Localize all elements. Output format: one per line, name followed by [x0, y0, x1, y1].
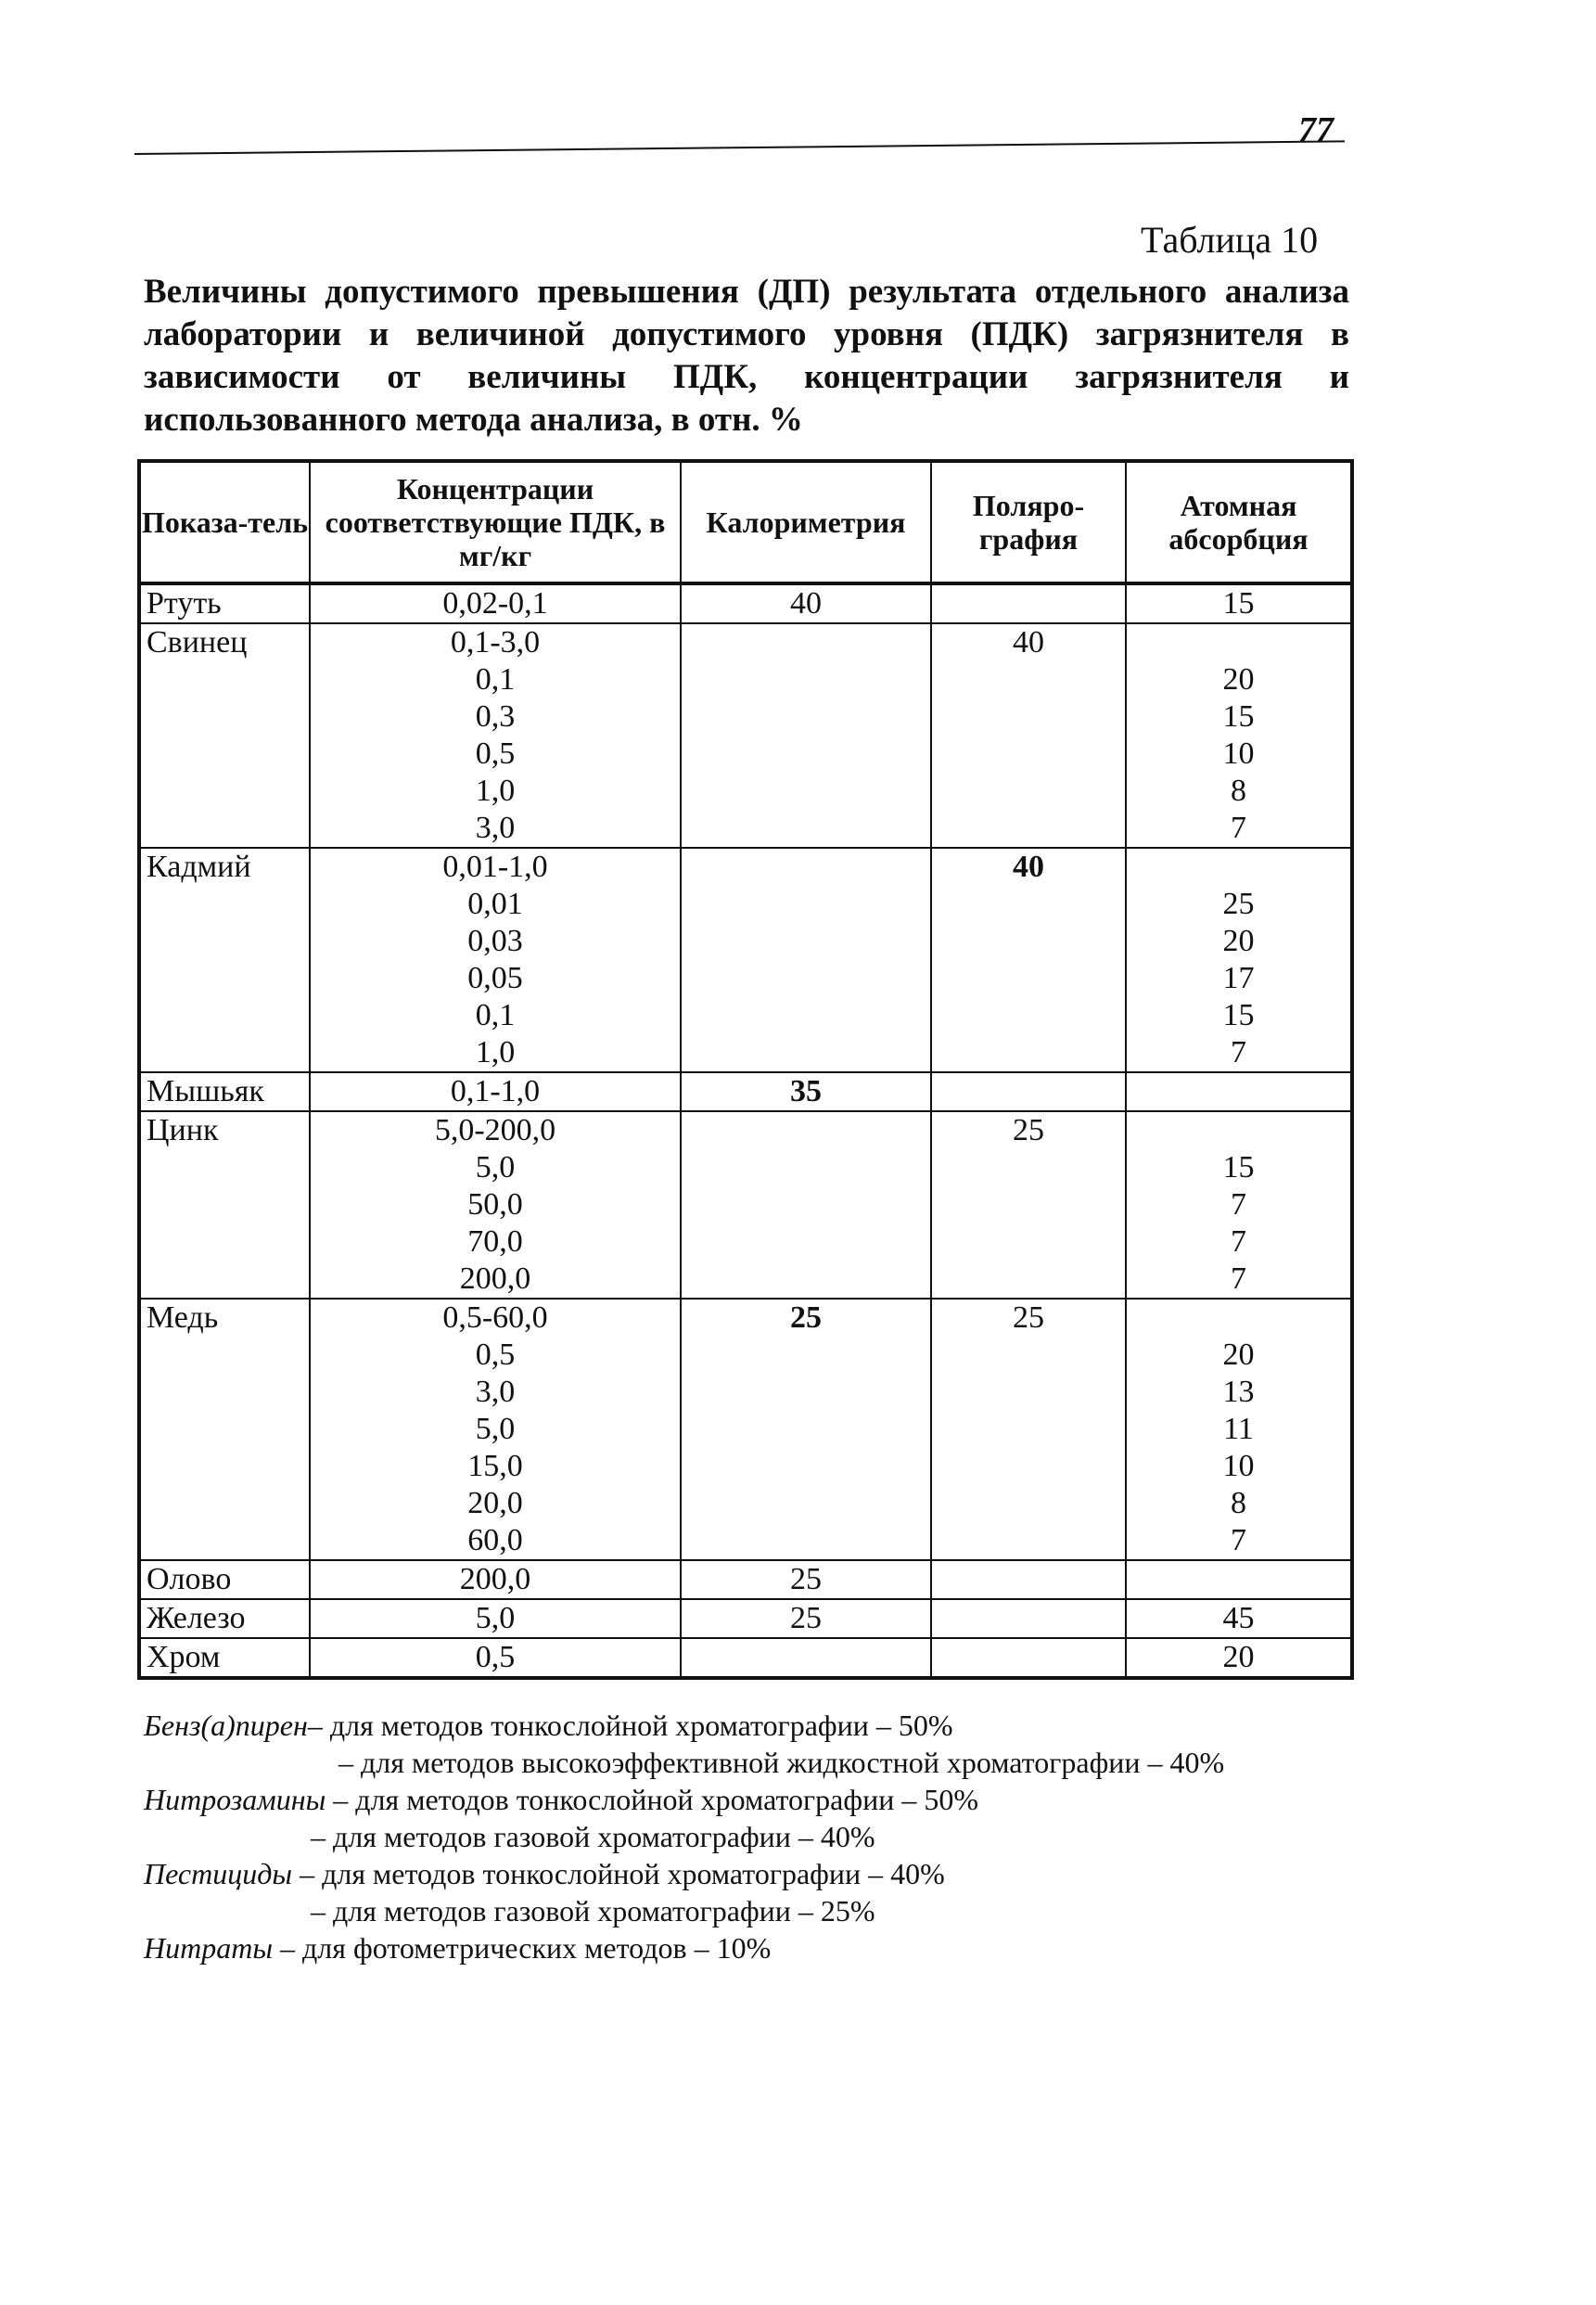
cell-value	[932, 923, 1125, 960]
footnote-text: – для методов газовой хроматографии – 25%	[311, 1894, 875, 1927]
data-table-container	[137, 459, 1350, 1680]
footnote-text: – для фотометрических методов – 10%	[273, 1931, 772, 1965]
concentration-cell	[310, 1560, 681, 1599]
cell-value	[682, 1261, 930, 1298]
indicator-name: Ртуть	[147, 586, 222, 621]
indicator-name: Железо	[147, 1601, 246, 1635]
cell-value	[932, 773, 1125, 810]
cell-value: 0,3	[475, 699, 516, 734]
cell-value: 8	[1231, 1486, 1246, 1520]
table-header-row	[139, 461, 1352, 583]
calorimetry-cell	[681, 1638, 931, 1678]
cell-value: 5,0	[475, 1412, 516, 1446]
cell-value: 15	[1222, 586, 1255, 621]
concentration-cell	[310, 1072, 681, 1111]
cell-value	[682, 773, 930, 810]
cell-value	[932, 997, 1125, 1034]
atomic-absorption-cell	[1126, 1638, 1352, 1678]
indicator-cell	[139, 1638, 310, 1678]
indicator-name: Мышьяк	[147, 1074, 264, 1108]
cell-value	[932, 1034, 1125, 1071]
calorimetry-cell	[681, 583, 931, 623]
polarography-cell	[931, 1299, 1126, 1560]
cell-value	[682, 1149, 930, 1186]
indicator-name: Цинк	[147, 1113, 219, 1147]
cell-value	[682, 1448, 930, 1485]
cell-value: 15	[1222, 1150, 1255, 1185]
cell-value: 25	[1013, 1113, 1044, 1147]
indicator-name: Хром	[147, 1640, 221, 1674]
cell-value	[932, 1485, 1125, 1522]
cell-value	[1127, 849, 1350, 886]
indicator-cell	[139, 848, 310, 1072]
concentration-cell	[310, 1299, 681, 1560]
cell-value	[932, 1149, 1125, 1186]
calorimetry-cell	[681, 623, 931, 848]
cell-value	[932, 960, 1125, 997]
header-atomic-absorption: Атомная абсорбция	[1126, 461, 1352, 583]
cell-value: 7	[1231, 1187, 1246, 1222]
header-indicator: Показа-тель	[139, 461, 310, 583]
concentration-cell	[310, 1599, 681, 1638]
cell-value	[682, 1485, 930, 1522]
cell-value	[1127, 1112, 1350, 1149]
cell-value	[1127, 1073, 1350, 1110]
header-rule	[134, 140, 1345, 155]
cell-value	[932, 810, 1125, 847]
cell-value: 20	[1222, 1640, 1255, 1674]
indicator-name: Медь	[147, 1300, 219, 1335]
footnote-term: Бенз(а)пирен	[144, 1709, 308, 1742]
polarography-cell	[931, 1638, 1126, 1678]
cell-value	[682, 1411, 930, 1448]
indicator-name: Кадмий	[147, 850, 251, 884]
header-polarography: Поляро-графия	[931, 461, 1126, 583]
footnote-term: Пестициды	[144, 1857, 293, 1890]
cell-value	[682, 736, 930, 773]
footnote-term: Нитрозамины	[144, 1783, 326, 1816]
cell-value	[682, 1374, 930, 1411]
cell-value	[932, 1186, 1125, 1223]
footnote-line	[144, 1707, 1368, 1744]
data-table	[137, 459, 1354, 1680]
cell-value: 5,0	[475, 1150, 516, 1185]
indicator-cell	[139, 623, 310, 848]
cell-value	[682, 661, 930, 698]
indicator-cell	[139, 1299, 310, 1560]
table-row	[139, 623, 1352, 848]
cell-value	[932, 1448, 1125, 1485]
concentration-cell	[310, 848, 681, 1072]
cell-value	[1127, 1300, 1350, 1337]
cell-value	[682, 960, 930, 997]
cell-value	[932, 1561, 1125, 1598]
cell-value: 40	[1013, 625, 1044, 659]
polarography-cell	[931, 1111, 1126, 1299]
cell-value: 25	[1013, 1300, 1044, 1335]
cell-value: 20	[1222, 1338, 1255, 1372]
cell-value	[932, 1411, 1125, 1448]
cell-value: 40	[790, 586, 822, 621]
cell-value: 0,05	[467, 961, 523, 995]
cell-value: 35	[790, 1074, 822, 1108]
cell-value: 0,01	[467, 887, 523, 921]
table-row	[139, 1299, 1352, 1560]
cell-value	[932, 1600, 1125, 1637]
cell-value	[932, 661, 1125, 698]
cell-value: 0,1-3,0	[450, 625, 541, 659]
cell-value	[932, 1522, 1125, 1559]
calorimetry-cell	[681, 1072, 931, 1111]
cell-value	[682, 1639, 930, 1676]
cell-value	[932, 698, 1125, 736]
cell-value	[932, 1073, 1125, 1110]
indicator-cell	[139, 1599, 310, 1638]
footnote-line	[144, 1892, 1368, 1929]
polarography-cell	[931, 623, 1126, 848]
cell-value: 11	[1223, 1412, 1254, 1446]
calorimetry-cell	[681, 1299, 931, 1560]
footnote-line	[144, 1855, 1368, 1892]
cell-value: 10	[1222, 736, 1255, 771]
cell-value	[682, 1337, 930, 1374]
atomic-absorption-cell	[1126, 1299, 1352, 1560]
cell-value: 0,01-1,0	[442, 850, 548, 884]
footnote-line	[144, 1818, 1368, 1855]
table-row	[139, 1638, 1352, 1678]
cell-value: 0,5-60,0	[442, 1300, 548, 1335]
cell-value	[682, 1522, 930, 1559]
table-row	[139, 848, 1352, 1072]
cell-value: 3,0	[475, 1375, 516, 1409]
cell-value	[682, 849, 930, 886]
concentration-cell	[310, 583, 681, 623]
atomic-absorption-cell	[1126, 623, 1352, 848]
cell-value	[1127, 1561, 1350, 1598]
cell-value: 1,0	[475, 1035, 516, 1069]
table-body	[139, 583, 1352, 1678]
calorimetry-cell	[681, 848, 931, 1072]
table-row	[139, 1599, 1352, 1638]
cell-value	[932, 1223, 1125, 1261]
cell-value: 0,5	[475, 1338, 516, 1372]
indicator-name: Олово	[147, 1562, 232, 1596]
cell-value: 15	[1222, 998, 1255, 1032]
footnote-text: – для методов газовой хроматографии – 40%	[311, 1820, 875, 1853]
cell-value: 200,0	[459, 1562, 531, 1596]
cell-value	[932, 585, 1125, 622]
footnotes	[144, 1707, 1368, 1966]
atomic-absorption-cell	[1126, 1599, 1352, 1638]
cell-value: 7	[1231, 811, 1246, 845]
calorimetry-cell	[681, 1560, 931, 1599]
cell-value	[682, 886, 930, 923]
footnote-term: Нитраты	[144, 1931, 273, 1965]
cell-value	[682, 997, 930, 1034]
header-calorimetry: Калориметрия	[681, 461, 931, 583]
atomic-absorption-cell	[1126, 848, 1352, 1072]
polarography-cell	[931, 1560, 1126, 1599]
cell-value: 25	[1222, 887, 1255, 921]
cell-value: 200,0	[459, 1261, 531, 1296]
cell-value: 20	[1222, 662, 1255, 697]
calorimetry-cell	[681, 1599, 931, 1638]
cell-value: 13	[1222, 1375, 1255, 1409]
indicator-cell	[139, 1560, 310, 1599]
cell-value: 0,1-1,0	[450, 1074, 541, 1108]
cell-value	[682, 923, 930, 960]
footnote-text: – для методов тонкослойной хроматографии – 50%	[307, 1709, 953, 1742]
cell-value: 15	[1222, 699, 1255, 734]
table-caption: Величины допустимого превышения (ДП) результата отдельного анализа лаборатории и величиной допустимого уровня (ПДК) загрязнителя в зависимости от величины ПДК, концентрации загрязнителя и использованного метода анализа, в отн. %	[144, 273, 1349, 439]
table-row	[139, 1111, 1352, 1299]
cell-value: 0,1	[475, 998, 516, 1032]
polarography-cell	[931, 848, 1126, 1072]
cell-value	[932, 1374, 1125, 1411]
cell-value: 17	[1222, 961, 1255, 995]
cell-value	[932, 736, 1125, 773]
cell-value: 15,0	[467, 1449, 523, 1483]
cell-value: 7	[1231, 1035, 1246, 1069]
cell-value: 0,02-0,1	[442, 586, 548, 621]
cell-value: 60,0	[467, 1523, 523, 1557]
cell-value: 25	[790, 1601, 822, 1635]
concentration-cell	[310, 623, 681, 848]
concentration-cell	[310, 1111, 681, 1299]
cell-value: 20,0	[467, 1486, 523, 1520]
cell-value: 20	[1222, 924, 1255, 958]
indicator-cell	[139, 1072, 310, 1111]
cell-value: 7	[1231, 1224, 1246, 1259]
cell-value	[682, 810, 930, 847]
cell-value	[932, 1639, 1125, 1676]
cell-value: 25	[790, 1562, 822, 1596]
indicator-cell	[139, 1111, 310, 1299]
cell-value	[932, 1337, 1125, 1374]
cell-value	[682, 1112, 930, 1149]
cell-value: 8	[1231, 774, 1246, 808]
cell-value: 70,0	[467, 1224, 523, 1259]
table-label: Таблица 10	[1141, 219, 1319, 261]
cell-value: 40	[1013, 850, 1044, 884]
cell-value: 0,1	[475, 662, 516, 697]
cell-value: 0,5	[475, 1640, 516, 1674]
footnote-line	[144, 1929, 1368, 1966]
footnote-line	[144, 1781, 1368, 1818]
atomic-absorption-cell	[1126, 1111, 1352, 1299]
footnote-text: – для методов тонкослойной хроматографии – 40%	[292, 1857, 945, 1890]
polarography-cell	[931, 583, 1126, 623]
atomic-absorption-cell	[1126, 583, 1352, 623]
calorimetry-cell	[681, 1111, 931, 1299]
cell-value: 50,0	[467, 1187, 523, 1222]
footnote-text: – для методов тонкослойной хроматографии – 50%	[326, 1783, 978, 1816]
indicator-name: Свинец	[147, 625, 248, 659]
cell-value: 3,0	[475, 811, 516, 845]
cell-value: 25	[790, 1300, 822, 1335]
polarography-cell	[931, 1072, 1126, 1111]
cell-value: 1,0	[475, 774, 516, 808]
cell-value: 45	[1222, 1601, 1255, 1635]
table-row	[139, 583, 1352, 623]
cell-value: 7	[1231, 1523, 1246, 1557]
cell-value	[682, 1186, 930, 1223]
cell-value: 0,5	[475, 736, 516, 771]
cell-value	[682, 1223, 930, 1261]
cell-value: 0,03	[467, 924, 523, 958]
cell-value: 5,0	[475, 1601, 516, 1635]
cell-value	[682, 624, 930, 661]
footnote-text: – для методов высокоэффективной жидкостной хроматографии – 40%	[338, 1746, 1225, 1779]
cell-value	[682, 698, 930, 736]
concentration-cell	[310, 1638, 681, 1678]
indicator-cell	[139, 583, 310, 623]
cell-value: 10	[1222, 1449, 1255, 1483]
cell-value	[932, 886, 1125, 923]
header-concentration: Концентрации соответствующие ПДК, в мг/кг	[310, 461, 681, 583]
table-row	[139, 1560, 1352, 1599]
polarography-cell	[931, 1599, 1126, 1638]
atomic-absorption-cell	[1126, 1072, 1352, 1111]
cell-value: 7	[1231, 1261, 1246, 1296]
cell-value	[682, 1034, 930, 1071]
atomic-absorption-cell	[1126, 1560, 1352, 1599]
table-row	[139, 1072, 1352, 1111]
footnote-line	[144, 1744, 1368, 1781]
cell-value: 5,0-200,0	[434, 1113, 556, 1147]
page-number: 77	[1298, 110, 1334, 149]
cell-value	[1127, 624, 1350, 661]
cell-value	[932, 1261, 1125, 1298]
